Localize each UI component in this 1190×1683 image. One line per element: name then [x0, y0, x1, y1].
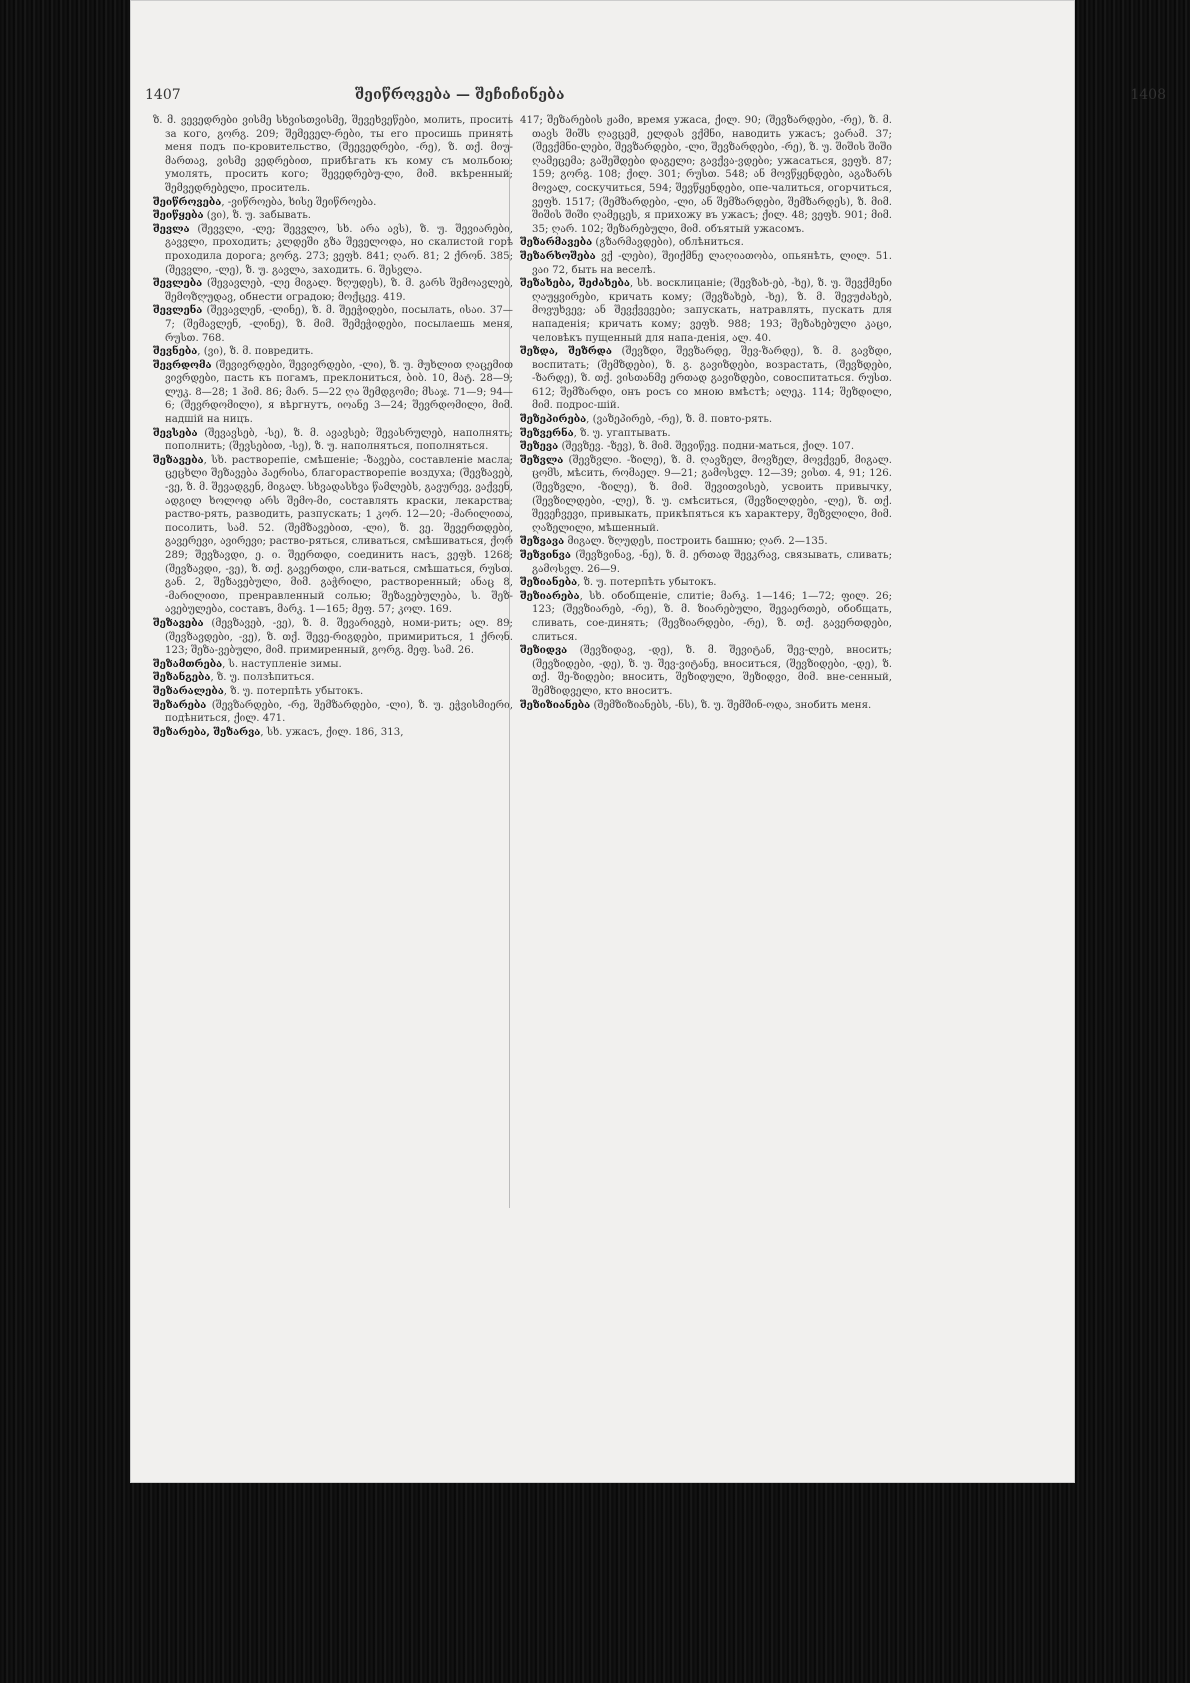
entry-headword: შეზახება, შეძახება [520, 277, 630, 290]
dictionary-entry [520, 576, 892, 590]
dictionary-entry [520, 454, 892, 536]
entry-headword: შეზიარება [520, 589, 580, 602]
dictionary-entry [153, 617, 513, 658]
dictionary-entry [153, 196, 513, 210]
entry-headword: შეზევა [520, 440, 559, 453]
entry-headword: შევლენა [153, 304, 203, 317]
entry-headword: შეზვავა [520, 535, 565, 548]
entry-headword: შეზიანება [520, 576, 578, 589]
entry-definition: , სხ. ужасъ, ქილ. 186, 313, [260, 726, 404, 738]
dictionary-entry [520, 250, 892, 277]
running-header: შეიწროვება — შეჩიჩინება [355, 87, 565, 103]
dictionary-entry [520, 345, 892, 413]
entry-definition: , სხ. растворепіе, смѣшеніе; -ზავება, составленіе масла; ცეცხლი შეზავება ჰაერისა, благорастворепіе воздуха; (შევზავებ, -ვე, ზ. მ. შევადგენ, მიგალ. სხვადასხვა წამლებს, გავურევ, ვაქვენ, ადგილ ხოლოდ არს შემო-მი, составлять краски, лекарства; раство-рять, разводить, разпускать; 1 კორ. 12—20; -მარილითა, посолить, სამ. 52. (შემზავებით, -ლი), ზ. ვე. შევერთდები, გავერევი, ავირევი; раство-ряться, сливаться, смѣшиваться, ქორ 289; შევზავდი, ე. ი. შეერთდი, соединить насъ, ვეფხ. 1268; (შევზავდი, -ვე), ზ. თქ. გავერთდი, сли-ваться, смѣшаться, რუსთ. გან. 2, შეზავებული, მიმ. გაჭრილი, растворенный; ანაც 8, -მარილითი, пренравленный солью; შეზავებულება, ს. შეზ-ავებულება, составъ, მარკ. 1—165; მეფ. 57; კოლ. 169. [165, 454, 513, 616]
entry-headword: შევლება [153, 277, 203, 290]
entry-definition: (შევვლი, -ლე; შევვლო, სხ. არა ავს), ზ. უ. შევიარები, გავვლი, проходить; კლდეში გზა შეველოდა, но скалистой горѣ проходила дорога; გორგ. 273; ვეფხ. 841; ღარ. 81; 2 ქრონ. 385; (შევვლი, -ლე), ზ. უ. გავლა, заходить. 6. შესვლა. [165, 223, 513, 276]
entry-definition: ვქ -ლები), შეიქმნე ლაღიათობა, опьянѣть, ლილ. 51. ვაი 72, быть на веселѣ. [532, 250, 892, 276]
entry-definition: , სხ. обобщеніе, слитіе; მარკ. 1—146; 1—72; ფილ. 26; 123; (შევზიარებ, -რე), ზ. მ. ზიარებული, შევაერთებ, обобщать, сливать, сое-динять; (შევზიარდები, -რე), ზ. თქ. გავერთდები, слиться. [532, 590, 892, 643]
entry-headword: შეზავება [153, 616, 204, 629]
entry-definition: , ზ. უ. потерпѣть убытокъ. [223, 685, 364, 697]
dictionary-entry [520, 413, 892, 427]
entry-definition: (შევზვინავ, -ნე), ზ. მ. ერთად შევკრავ, связывать, сливать; გამოსვლ. 26—9. [532, 550, 892, 575]
entry-headword: შეზარმავება [520, 236, 593, 249]
entry-headword: შეზვლა [520, 453, 564, 466]
right-page-number: 1408 [1130, 87, 1166, 103]
entry-definition: (შემზიზიანებს, -ნს), ზ. უ. შემშინ-ოდა, знобить меня. [590, 699, 872, 711]
entry-headword: შეზვერნა [520, 426, 574, 439]
dictionary-entry [520, 440, 892, 454]
dictionary-entry [520, 590, 892, 644]
entry-definition: (შევავლენ, -ლინე), ზ. მ. შეეჭიდები, посылать, ისაი. 37—7; (შემავლენ, -ლინე), ზ. მიმ. შემეჭიდები, посылаешь меня, რუსთ. 768. [165, 305, 513, 344]
entry-definition: (შევივრდები, შევივრდები, -ლი), ზ. უ. მუხლით ღაცემით ვივრდები, пасть къ погамъ, преклониться, ბიბ. 10, მატ. 28—9; ლუკ. 8—28; 1 ჰიმ. 86; მარ. 5—22 ღა შემდგომი; მსაჯ. 71—9; 94—6; (შევრდომილი), я вѣргнутъ, იოანე 3—24; შევრდომილი, მიმ. надшій на ницъ. [165, 359, 513, 426]
entry-definition: , ზ. უ. угаптывать. [573, 427, 671, 439]
dictionary-entry [153, 427, 513, 454]
dictionary-entry [153, 359, 513, 427]
entry-definition: , ზ. უ. потерпѣть убытокъ. [577, 577, 717, 589]
entry-definition: (მევზავებ, -ვე), ზ. მ. შევარიგებ, номи-рить; ალ. 89; (შევზავდები, -ვე), ზ. თქ. შევე-რიგდები, примириться, 1 ქრონ. 123; შეზა-ვებული, მიმ. примиренный, გორგ. მეფ. სამ. 26. [165, 617, 513, 657]
entry-definition: , (ვაზეპირებ, -რე), ზ. მ. повто-рять. [586, 414, 773, 426]
dictionary-entry [520, 427, 892, 441]
entry-definition: (შევზარდები, -რე, შემზარდები, -ლი), ზ. უ. ეჭვისმიერი, подѣниться, ქილ. 471. [165, 699, 513, 725]
dictionary-entry [153, 277, 513, 304]
entry-definition: (გზარმავდები), облѣниться. [592, 237, 744, 249]
dictionary-entry [153, 685, 513, 699]
dictionary-entry [520, 549, 892, 576]
entry-headword: შეზეპირება [520, 413, 587, 426]
dictionary-entry [153, 114, 513, 196]
dictionary-entry [520, 277, 892, 345]
left-column [153, 114, 513, 739]
dictionary-entry [153, 304, 513, 345]
entry-definition: , სხ. восклицаніе; (შევზახ-ებ, -ხე), ზ. უ. შევქმენი ღაუყვირები, кричать кому; (შევზახებ, -ხე), ზ. მ. შევუძახებ, მოვუხვევ; ან შევქვევები; запускать, натравлять, пускать для нападенія; кричать кому; ვეფხ. 988; 193; შეზახებული კაცი, человѣкъ пущенный для напа-денія, ალ. 40. [532, 278, 892, 344]
entry-definition: (შევზვლი. -ზილე), ზ. მ. ღავზელ, მოვზელ, მოვქვენ, მიგალ. ცომს, мѣсить, რომაელ. 9—21; გამოსვლ. 12—39; ვისთ. 4, 91; 126. (შევზვლი, -ზილე), ზ. მიმ. შევითვისებ, усвоить привычку, (შევზილდები, -ლე), ზ. უ. смѣситься, (შევზილდები, -ლე), ზ. თქ. შევეჩვევი, привыкать, прикѣпяться къ характеру, შეზვლილი, მიმ. ღაზელილი, мѣшенный. [532, 454, 892, 534]
dictionary-entry [520, 644, 892, 698]
dictionary-entry [153, 699, 513, 726]
dictionary-entry [520, 535, 892, 549]
entry-headword: შეიწყება [153, 209, 204, 222]
dictionary-entry [520, 236, 892, 250]
dictionary-entry [153, 454, 513, 617]
entry-headword: შეზვინვა [520, 549, 571, 561]
entry-headword: შეზარალება [153, 684, 224, 697]
entry-definition: , ზ. უ. ползѣпиться. [210, 672, 315, 684]
dictionary-entry [153, 209, 513, 223]
entry-definition: ზ. მ. ვევედრები ვისმე სხვისთვისმე, შევეხვეწები, молить, просить за кого, გორგ. 209; შემეველ-რები, ты его просишь принять меня подъ по-кровительство, (შეევედრები, -რე), ზ. თქ. მიუ-მართავ, ვისმე ვედრებით, прибѣгать къ кому съ мольбою; умолять, просить кого; შევედრებუ-ლი, მიმ. вкѣренный; შემვედრებელი, проситель. [153, 115, 513, 194]
entry-headword: შეზიზიანება [520, 698, 591, 711]
entry-headword: შევრდომა [153, 358, 212, 371]
entry-headword: შეზარება, შეზარვა [153, 725, 261, 738]
entry-definition: მიგალ. ზღუდეს, построить башню; ღარ. 2—135. [564, 536, 828, 548]
entry-definition: (შევზიდავ, -დე), ზ. მ. შევიტან, შევ-ლებ, вносить; (შევზიდები, -დე), ზ. უ. შევ-ვიტანე, вноситься, (შევზიდები, -დე), ზ. თქ. შე-ზიდები; вносить, შეზიდული, შეზიდვი, მიმ. вне-сенный, შემზიდველი, кто вноситъ. [532, 645, 892, 697]
entry-headword: შეზამთრება [153, 657, 223, 670]
entry-headword: შევნება [153, 345, 198, 358]
right-column [520, 114, 892, 712]
entry-headword: შეზავება [153, 453, 204, 466]
entry-headword: შევლა [153, 222, 190, 235]
left-page-number: 1407 [145, 87, 181, 103]
dictionary-entry [153, 345, 513, 359]
entry-definition: , -ვიწროება, ხისე შეიწროება. [221, 196, 377, 208]
entry-headword: შეზანგება [153, 671, 211, 684]
dictionary-entry [153, 726, 513, 740]
dictionary-entry [153, 658, 513, 672]
entry-definition: , ს. наступленіе зимы. [222, 658, 342, 670]
entry-headword: შეზიდვა [520, 644, 568, 657]
dictionary-entry [153, 671, 513, 685]
entry-definition: (შევავსებ, -სე), ზ. მ. ავავსებ; შევასრულებ, наполнять; пополнить; (შევსებით, -სე), ზ. უ. наполняться, пополняться. [165, 427, 513, 453]
entry-headword: შეიწროვება [153, 195, 222, 208]
entry-definition: (შევზევ. -ზევ), ზ. მიმ. შევიწევ. подни-маться, ქილ. 107. [558, 441, 855, 453]
entry-definition: (შევავლებ, -ლე მიგალ. ზღუდეს), ზ. მ. გარს შემოავლებ, შემოზღუდავ, обнести оградою; მოქცევ. 419. [165, 278, 513, 303]
dictionary-entry [520, 114, 892, 236]
dictionary-entry [520, 699, 892, 713]
entry-headword: შევსება [153, 426, 198, 439]
entry-definition: , (ვი), ზ. მ. повредить. [197, 346, 314, 358]
entry-definition: (შევზდი, შევზარდე, შევ-ზარდე), ზ. მ. გავზდი, воспитать; (შემზდები), ზ. გ. გავიზდები, возрастать, (შევზდები, -ზარდე), ზ. თქ. ვისთანმე ერთად გავიზდები, совоспитаться. რუსთ. 612; შემზარდი, онъ росъ со мною вмѣстѣ; ალეკ. 114; შეზდილი, მიმ. подрос-шій. [532, 346, 892, 412]
entry-headword: შეზარხოშება [520, 249, 596, 262]
entry-headword: შეზარება [153, 698, 207, 711]
entry-definition: 417; შეზარების ჟამი, время ужаса, ქილ. 90; (შევზარდები, -რე), ზ. მ. თავს შიშს ღავცემ, ელდას ვქმნი, наводить ужасъ; ვარამ. 37; (შევქმნი-ლები, შევზარდები, -ლი, შევზარდები, -რე), ზ. უ. შიშის შიში ღამეცემა; გაშეშდები დაგელი; გავქვა-ვდები; ужасаться, ვეფხ. 87; 159; გორგ. 108; ქილ. 301; რუსთ. 548; ან მოვწყენდები, აგაზარს მოვალ, соскучиться, 594; შევწყენდები, опе-чалиться, огорчиться, ვეფხ. 1517; (შემზარდები, -ლი, ან შემზარდები, შემზარდეს), ზ. მიმ. შიშის შიში ღამეცეს, я прихожу въ ужасъ; ქილ. 48; ვეფხ. 901; მიმ. 35; ღარ. 102; შეზარებული, მიმ. объятый ужасомъ. [520, 115, 892, 235]
entry-headword: შეზდა, შეზრდა [520, 345, 612, 358]
entry-definition: (ვი), ზ. უ. забывать. [203, 210, 312, 222]
dictionary-entry [153, 223, 513, 277]
